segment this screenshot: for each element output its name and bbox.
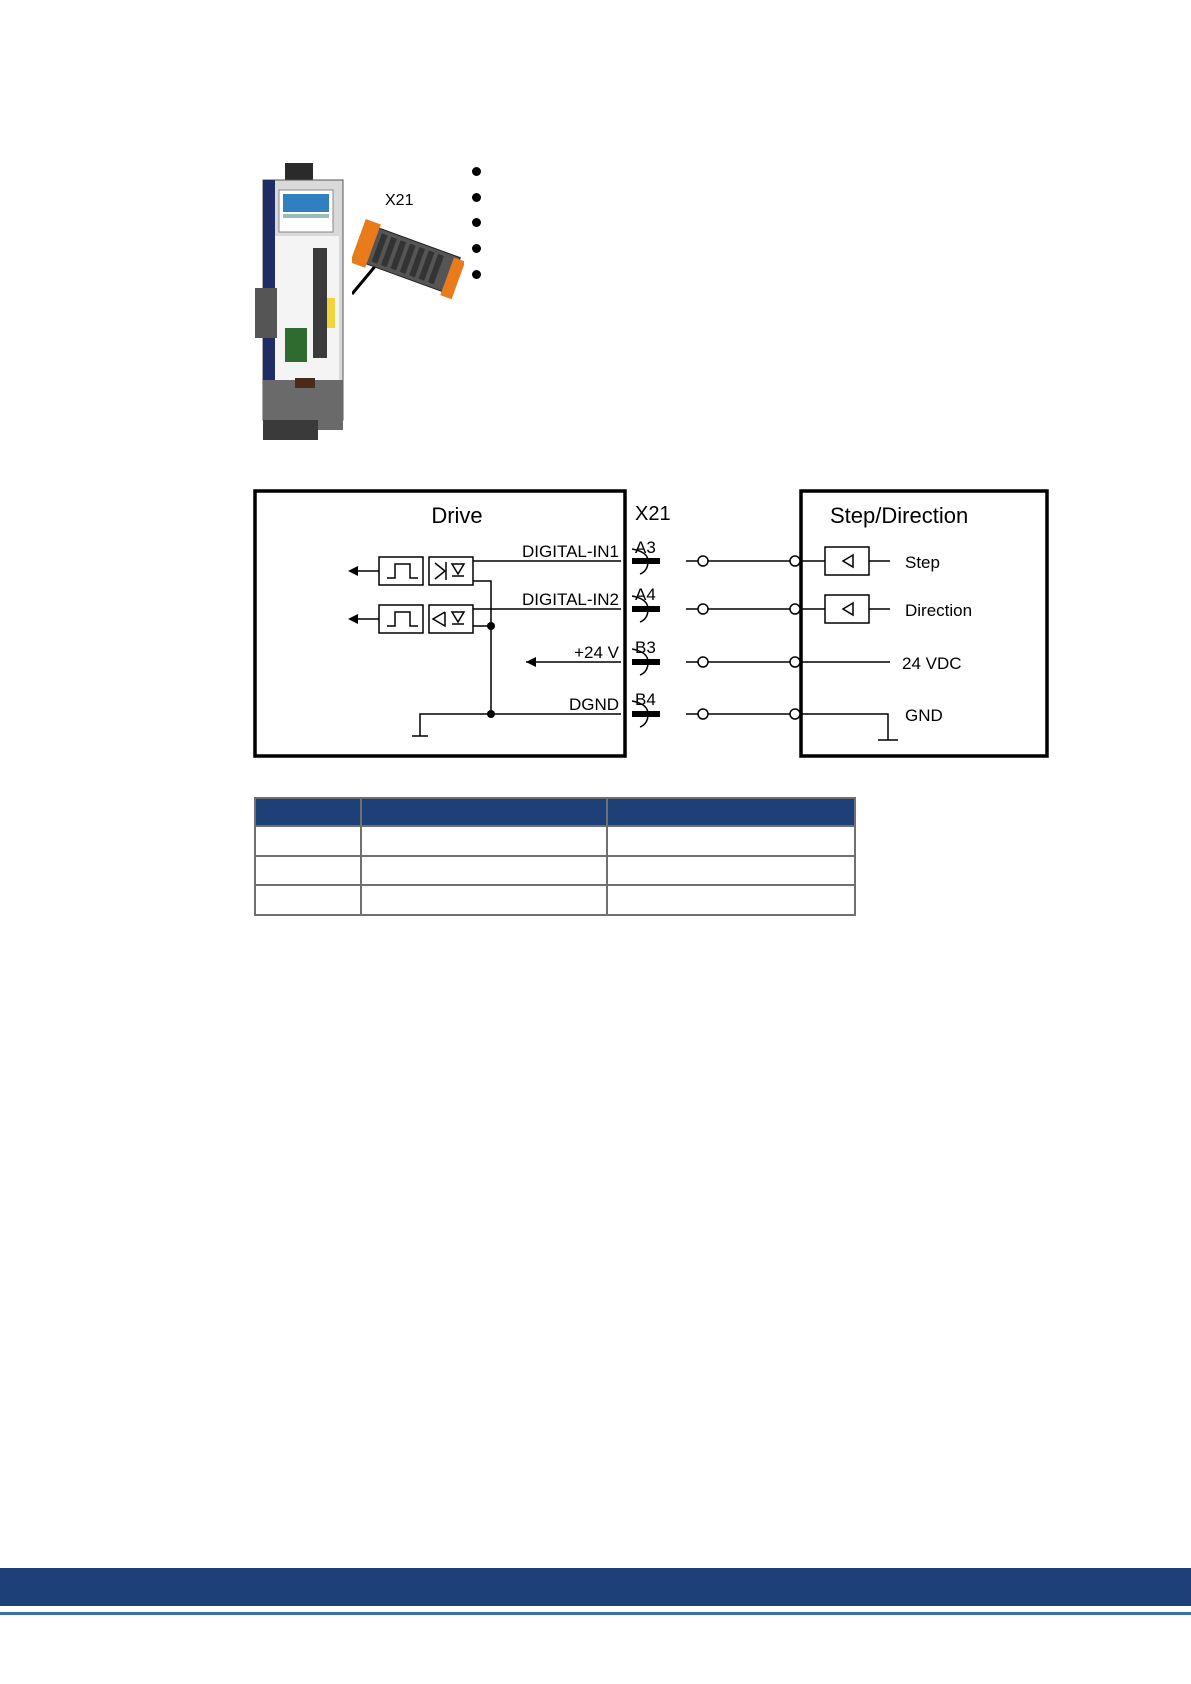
- drive-signal-label: DIGITAL-IN1: [522, 542, 619, 561]
- device-signal-label: Direction: [905, 601, 973, 620]
- table-cell: [255, 885, 361, 915]
- pin-table: [254, 797, 856, 916]
- table-cell: [255, 826, 361, 856]
- table-cell: [361, 826, 607, 856]
- bullet-point: [472, 218, 481, 227]
- bullet-point: [472, 193, 481, 202]
- connector-photo: [352, 218, 464, 304]
- table-header-cell: [255, 798, 361, 826]
- table-header-cell: [607, 798, 855, 826]
- table-cell: [607, 826, 855, 856]
- table-cell: [255, 856, 361, 886]
- bullet-point: [472, 270, 481, 279]
- table-cell: [607, 856, 855, 886]
- drive-title: Drive: [431, 503, 483, 528]
- drive-photo: [255, 158, 345, 443]
- drive-signal-label: +24 V: [574, 643, 619, 662]
- drive-signal-label: DIGITAL-IN2: [522, 590, 619, 609]
- table-cell: [361, 856, 607, 886]
- drive-signal-label: DGND: [568, 695, 619, 714]
- table-row: [255, 856, 855, 886]
- wiring-diagram: [250, 488, 1050, 763]
- device-title: Step/Direction: [830, 503, 969, 528]
- footer-band: [0, 1568, 1191, 1606]
- connector-title: X21: [635, 503, 671, 525]
- bullet-point: [472, 167, 481, 176]
- device-signal-label: 24 VDC: [902, 654, 962, 673]
- footer-rule: [0, 1612, 1191, 1615]
- device-signal-label: Step: [905, 553, 940, 572]
- device-signal-label: GND: [905, 706, 943, 725]
- table-row: [255, 826, 855, 856]
- pin-label: A3: [635, 538, 656, 557]
- bullet-point: [472, 244, 481, 253]
- pin-label: B4: [635, 690, 656, 709]
- table-row: [255, 885, 855, 915]
- pin-label: A4: [635, 585, 656, 604]
- pin-label: B3: [635, 638, 656, 657]
- photo-connector-label: X21: [385, 192, 414, 209]
- table-header-cell: [361, 798, 607, 826]
- table-header-row: [255, 798, 855, 826]
- table-cell: [361, 885, 607, 915]
- table-cell: [607, 885, 855, 915]
